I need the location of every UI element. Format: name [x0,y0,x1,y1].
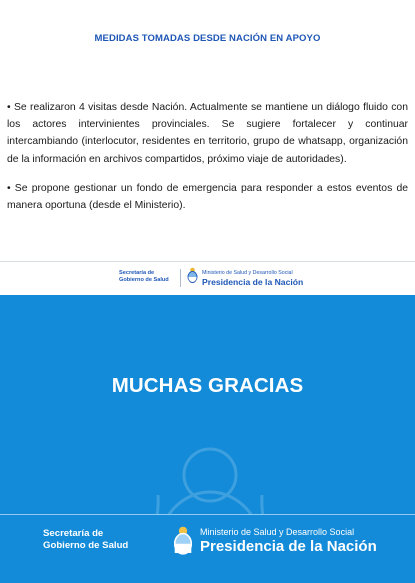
secretaria-line1: Secretaría de [119,270,155,276]
slide-thanks [0,295,415,583]
slide-footer [0,265,415,293]
secretaria-line2: Gobierno de Salud [43,540,129,551]
bullet-list [7,99,408,226]
slide-title: MEDIDAS TOMADAS DESDE NACIÓN EN APOYO [94,33,321,44]
ministerio-label: Ministerio de Salud y Desarrollo Social [200,527,355,537]
secretaria-label [43,528,128,552]
thanks-title: MUCHAS GRACIAS [111,374,304,397]
secretaria-line1: Secretaría de [43,528,104,539]
bullet-item: • Se propone gestionar un fondo de emergencia para responder a estos eventos de manera oportuna (desde el Ministerio). [7,182,408,212]
bullet-item: • Se realizaron 4 visitas desde Nación. Actualmente se mantiene un diálogo fluido con los actores intervinientes provinciales. Se sugiere fortalecer y continuar intercambiando (interlocutor, residentes en territorio, grupo de whatsapp, organización de la información en archivos compartidos, próximo viaje de autoridades). [7,102,408,165]
secretaria-label [119,270,169,284]
argentina-coat-of-arms-icon [186,267,199,284]
presidencia-label: Presidencia de la Nación [202,277,304,287]
footer-separator [180,269,181,287]
footer-divider [0,514,415,515]
ministerio-label: Ministerio de Salud y Desarrollo Social [202,270,293,276]
presidencia-label: Presidencia de la Nación [200,538,377,555]
argentina-coat-of-arms-icon [171,525,195,557]
secretaria-line2: Gobierno de Salud [119,277,169,283]
footer-divider [0,261,415,262]
slide-footer [0,514,415,583]
